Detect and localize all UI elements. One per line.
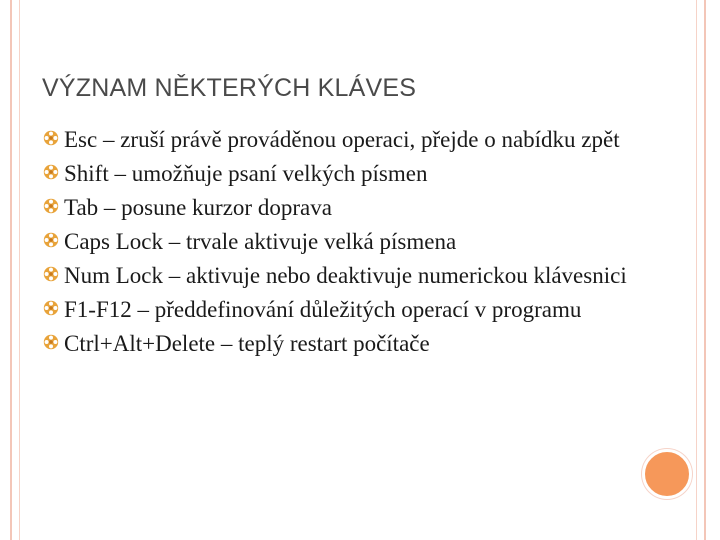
list-item-text: Shift – umožňuje psaní velkých písmen xyxy=(64,161,428,186)
list-item-text: Esc – zruší právě prováděnou operaci, přejde o nabídku zpět xyxy=(64,127,620,152)
list-item-text: Caps Lock – trvale aktivuje velká písmena xyxy=(64,229,457,254)
flower-bullet-icon xyxy=(43,232,59,248)
list-item-text: F1-F12 – předdefinování důležitých operací v programu xyxy=(64,297,582,322)
slide-title: VÝZNAM NĚKTERÝCH KLÁVES xyxy=(42,74,417,102)
list-item xyxy=(42,128,662,151)
bullet-list xyxy=(42,128,662,366)
flower-bullet-icon xyxy=(43,334,59,350)
list-item xyxy=(42,264,662,287)
list-item-text: Tab – posune kurzor doprava xyxy=(64,195,332,220)
list-item xyxy=(42,196,662,219)
list-item xyxy=(42,230,662,253)
flower-bullet-icon xyxy=(43,198,59,214)
flower-bullet-icon xyxy=(43,130,59,146)
list-item xyxy=(42,298,662,321)
flower-bullet-icon xyxy=(43,164,59,180)
list-item-text: Num Lock – aktivuje nebo deaktivuje numerickou klávesnici xyxy=(64,263,627,288)
decorative-orange-circle xyxy=(642,449,692,499)
flower-bullet-icon xyxy=(43,266,59,282)
list-item-text: Ctrl+Alt+Delete – teplý restart počítače xyxy=(64,331,430,356)
list-item xyxy=(42,332,662,355)
list-item xyxy=(42,162,662,185)
flower-bullet-icon xyxy=(43,300,59,316)
